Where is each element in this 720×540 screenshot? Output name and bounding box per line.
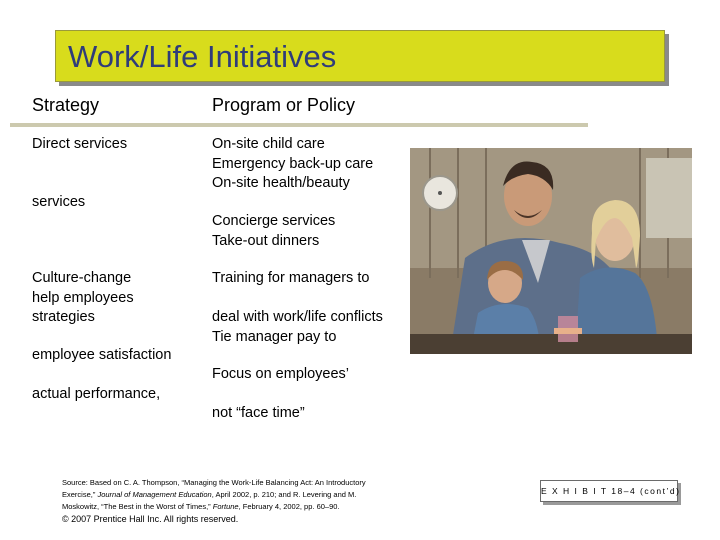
family-photo [410, 148, 692, 354]
source-line [62, 501, 366, 513]
strategy-item: Culture-change [32, 270, 132, 286]
strategy-item: actual performance, [32, 386, 161, 402]
strategy-item: employee satisfaction [32, 347, 172, 363]
header-divider [10, 123, 588, 127]
strategy-item: services [32, 194, 86, 210]
source-text: , April 2002, p. 210; and R. Levering and M. [211, 490, 357, 499]
column-header-strategy: Strategy [32, 95, 100, 115]
source-journal: Journal of Management Education [97, 490, 212, 499]
program-item: not “face time” [212, 405, 305, 421]
copyright-notice: © 2007 Prentice Hall Inc. All rights reserved. [62, 514, 239, 524]
program-item: On-site child care [212, 136, 325, 152]
program-item: Focus on employees’ [212, 366, 350, 382]
family-photo-icon [410, 148, 692, 354]
source-line [62, 489, 366, 501]
strategy-item: Direct services [32, 136, 128, 152]
source-text: , February 4, 2002, pp. 60–90. [238, 502, 340, 511]
program-item: Concierge services [212, 213, 336, 229]
program-item: Training for managers to [212, 270, 370, 286]
program-item: On-site health/beauty [212, 175, 350, 191]
page-title: Work/Life Initiatives [68, 39, 337, 74]
source-line: Source: Based on C. A. Thompson, “Managing the Work-Life Balancing Act: An Introductory [62, 478, 366, 487]
column-header-program: Program or Policy [212, 95, 356, 115]
source-text: Exercise,” [62, 490, 98, 499]
program-item: Take-out dinners [212, 232, 320, 249]
program-item: Emergency back-up care [212, 155, 374, 172]
program-item: Tie manager pay to [212, 328, 337, 345]
source-journal: Fortune [212, 502, 239, 511]
source-text: Moskowitz, “The Best in the Worst of Times,” [62, 502, 213, 511]
strategy-item: strategies [32, 309, 95, 325]
title-banner [55, 30, 665, 82]
program-item: deal with work/life conflicts [212, 309, 383, 325]
strategy-item: help employees [32, 289, 134, 306]
source-citation [62, 477, 366, 513]
exhibit-label: E X H I B I T 18–4 (cont’d) [540, 480, 678, 502]
